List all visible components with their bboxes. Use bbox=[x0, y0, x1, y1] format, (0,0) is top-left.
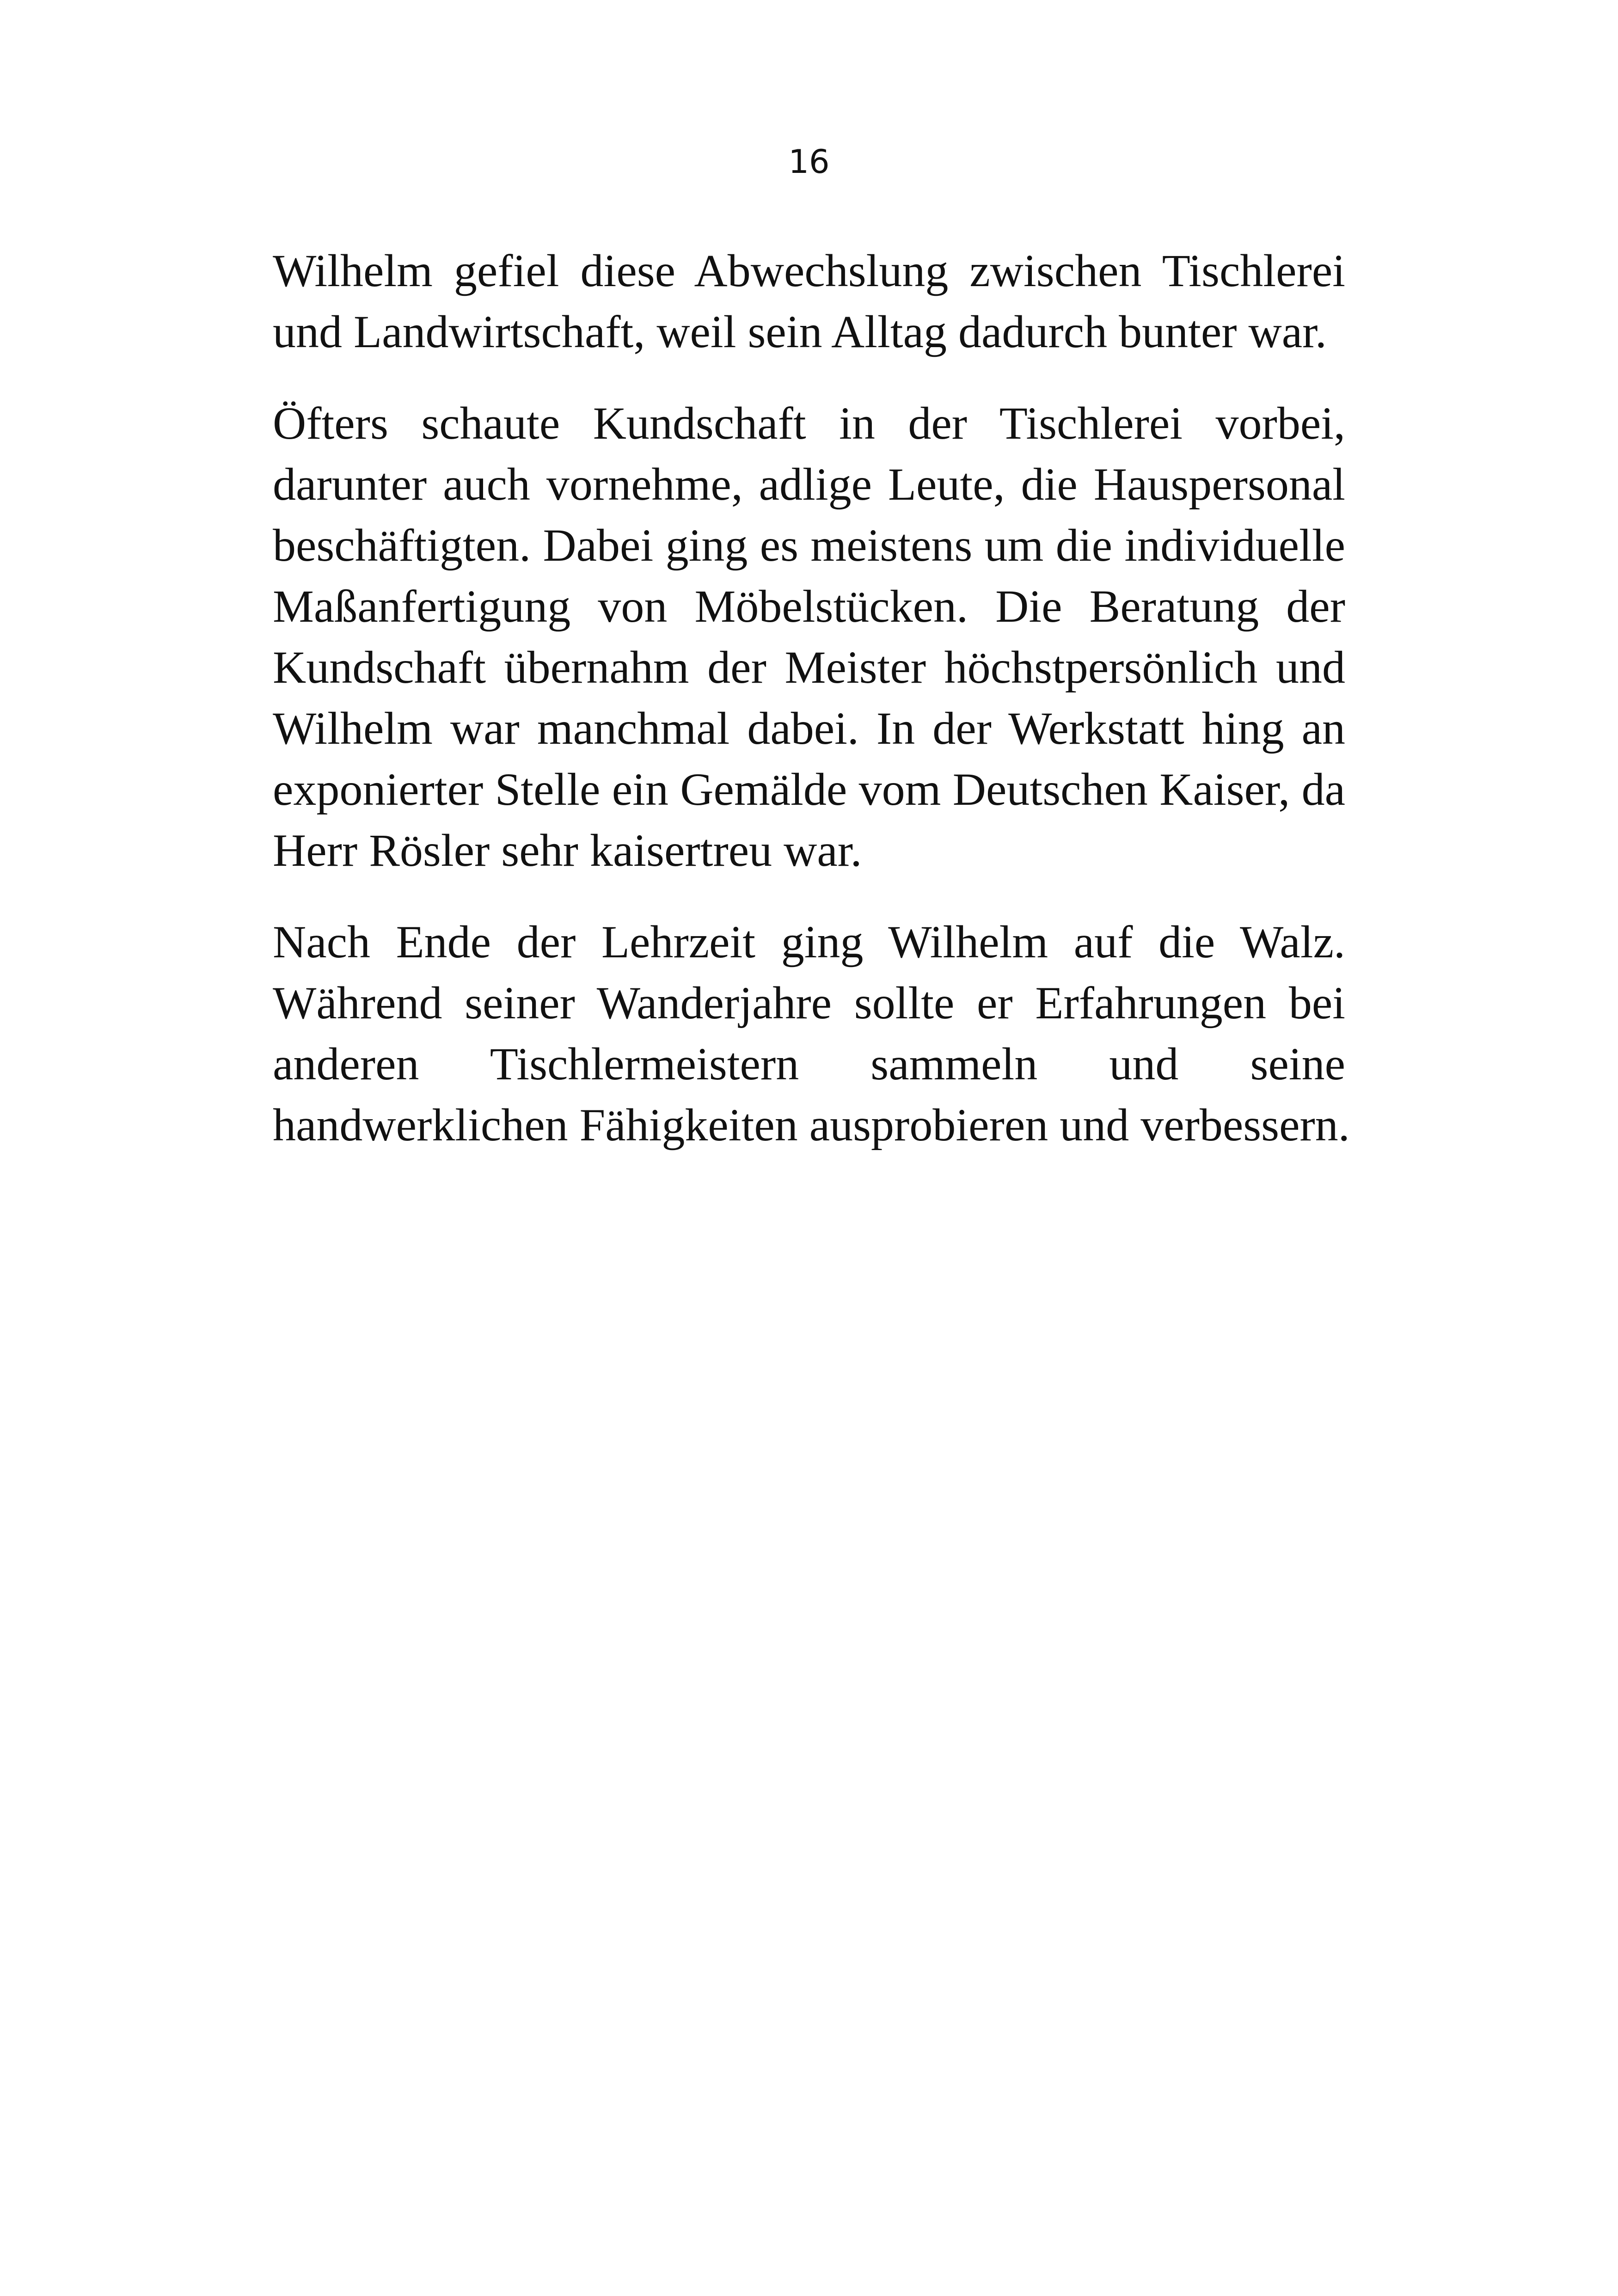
text-line: exponierter Stelle ein Gemälde vom Deutschen Kaiser, da bbox=[273, 764, 1345, 815]
text-line: Wilhelm gefiel diese Abwechslung zwischen Tischlerei bbox=[273, 245, 1345, 296]
page-number: 16 bbox=[788, 143, 830, 181]
text-line: handwerklichen Fähigkeiten ausprobieren und verbessern. bbox=[273, 1099, 1350, 1151]
text-line: und Landwirtschaft, weil sein Alltag dadurch bunter war. bbox=[273, 306, 1327, 357]
text-body bbox=[273, 240, 1350, 1186]
text-line: Herr Rösler sehr kaisertreu war. bbox=[273, 825, 862, 876]
text-line: Wilhelm war manchmal dabei. In der Werkstatt hing an bbox=[273, 703, 1345, 754]
paragraph-1 bbox=[273, 240, 1345, 362]
text-line: Während seiner Wanderjahre sollte er Erfahrungen bei bbox=[273, 977, 1345, 1029]
text-line: darunter auch vornehme, adlige Leute, die Hauspersonal bbox=[273, 459, 1345, 510]
text-line: Nach Ende der Lehrzeit ging Wilhelm auf die Walz. bbox=[273, 916, 1345, 967]
text-line: Kundschaft übernahm der Meister höchstpersönlich und bbox=[273, 642, 1345, 693]
text-line: Öfters schaute Kundschaft in der Tischlerei vorbei, bbox=[273, 398, 1345, 449]
paragraph-3 bbox=[273, 912, 1350, 1156]
text-line: beschäftigten. Dabei ging es meistens um die individuelle bbox=[273, 520, 1345, 571]
text-line: Maßanfertigung von Möbelstücken. Die Beratung der bbox=[273, 581, 1345, 632]
text-line: anderen Tischlermeistern sammeln und seine bbox=[273, 1038, 1345, 1090]
paragraph-2 bbox=[273, 393, 1345, 881]
